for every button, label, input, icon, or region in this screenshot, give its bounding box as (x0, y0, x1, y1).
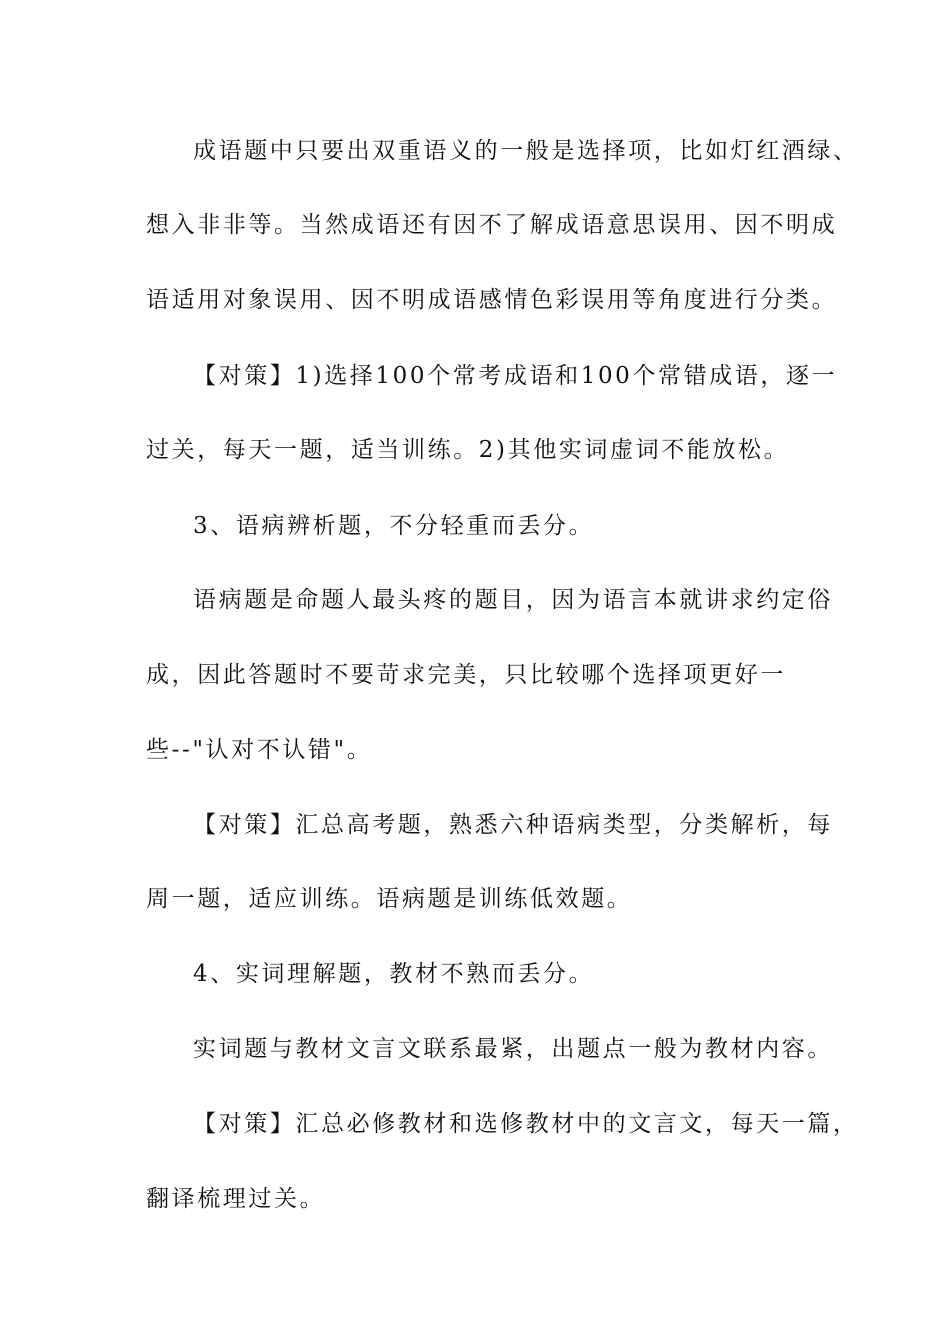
text-line: 语病题是命题人最头疼的题目，因为语言本就讲求约定俗 (193, 587, 833, 613)
text-line: 想入非非等。当然成语还有因不了解成语意思误用、因不明成 (146, 212, 838, 238)
section-heading: 4、实词理解题，教材不熟而丢分。 (193, 961, 595, 987)
text-line: 些--"认对不认错"。 (146, 737, 373, 763)
text-line: 成，因此答题时不要苛求完美，只比较哪个选择项更好一 (146, 662, 786, 688)
text-line: 【对策】汇总高考题，熟悉六种语病类型，分类解析，每 (193, 812, 833, 838)
text-line: 翻译梳理过关。 (146, 1186, 326, 1212)
text-line: 【对策】汇总必修教材和选修教材中的文言文，每天一篇， (193, 1111, 859, 1137)
text-line: 过关，每天一题，适当训练。2)其他实词虚词不能放松。 (146, 437, 790, 463)
text-line: 【对策】1)选择100个常考成语和100个常错成语，逐一 (193, 363, 838, 389)
text-line: 语适用对象误用、因不明成语感情色彩误用等角度进行分类。 (146, 287, 838, 313)
section-heading: 3、语病辨析题，不分轻重而丢分。 (193, 513, 595, 539)
text-line: 周一题，适应训练。语病题是训练低效题。 (146, 886, 633, 912)
text-line: 实词题与教材文言文联系最紧，出题点一般为教材内容。 (193, 1036, 833, 1062)
text-line: 成语题中只要出双重语义的一般是选择项，比如灯红酒绿、 (193, 138, 859, 164)
